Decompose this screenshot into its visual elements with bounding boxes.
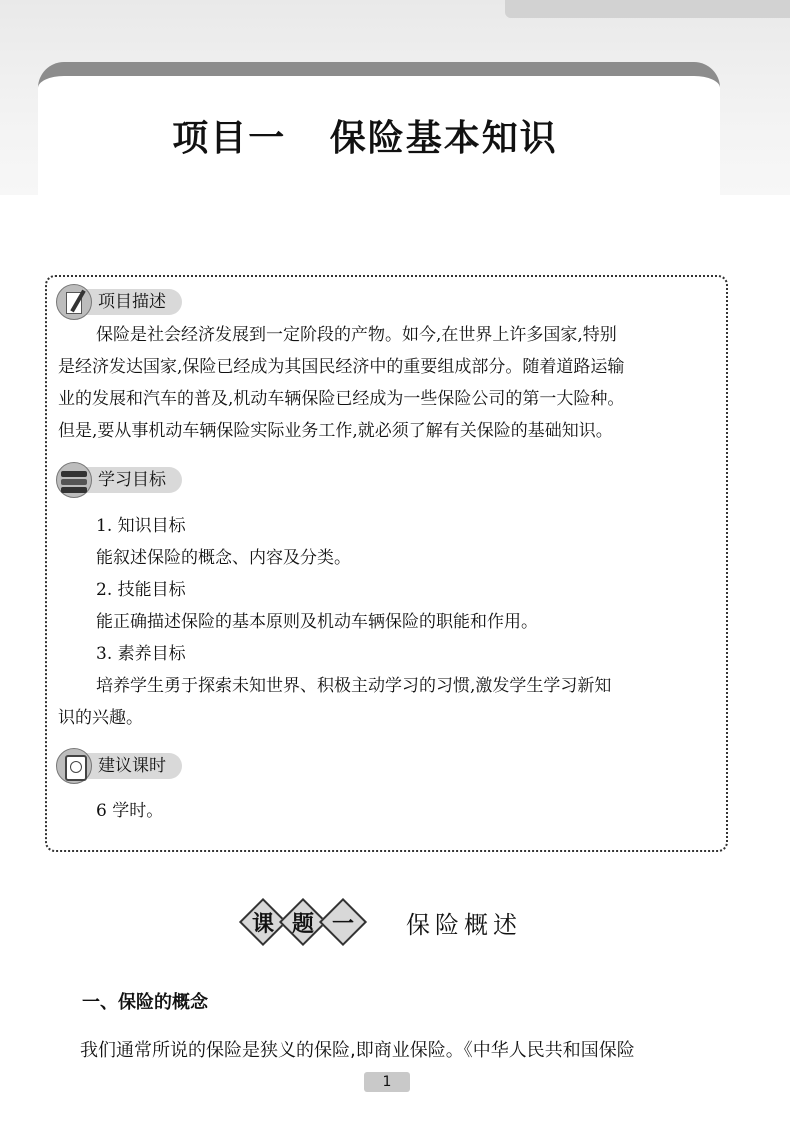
description-line-2: 是经济发达国家,保险已经成为其国民经济中的重要组成部分。随着道路运输 [58,357,625,377]
suggested-hours-value: 6 学时。 [96,801,164,821]
page-title: 项目一 保险基本知识 [172,118,558,159]
section-body-line: 我们通常所说的保险是狭义的保险,即商业保险。《中华人民共和国保险 [80,1040,635,1061]
lesson-title: 保险概述 [406,910,522,939]
project-description-label: 项目描述 [80,289,182,315]
header-corner-tab [505,0,790,18]
suggested-hours-tag [56,752,182,780]
goal-heading-literacy: 3. 素养目标 [96,644,186,664]
books-icon [56,462,92,498]
page-number: 1 [364,1072,410,1092]
goal-text-literacy-2: 识的兴趣。 [58,708,143,728]
badge-char-3: 一 [331,912,354,937]
learning-goals-label: 学习目标 [80,467,182,493]
pen-notebook-icon [56,284,92,320]
lesson-badge [240,898,366,946]
goal-heading-skill: 2. 技能目标 [96,580,186,600]
badge-char-2: 题 [291,912,314,937]
badge-char-1: 课 [251,912,274,937]
goal-text-literacy-1: 培养学生勇于探索未知世界、积极主动学习的习惯,激发学生学习新知 [96,676,612,696]
goal-text-knowledge: 能叙述保险的概念、内容及分类。 [96,548,351,568]
learning-goals-tag [56,466,182,494]
goal-heading-knowledge: 1. 知识目标 [96,516,186,536]
project-description-tag [56,288,182,316]
description-line-1: 保险是社会经济发展到一定阶段的产物。如今,在世界上许多国家,特别 [96,325,617,345]
goal-text-skill: 能正确描述保险的基本原则及机动车辆保险的职能和作用。 [96,612,538,632]
suggested-hours-label: 建议课时 [80,753,182,779]
lesson-header [240,895,522,949]
clock-icon [56,748,92,784]
description-line-3: 业的发展和汽车的普及,机动车辆保险已经成为一些保险公司的第一大险种。 [58,389,625,409]
section-heading: 一、保险的概念 [82,992,208,1013]
description-line-4: 但是,要从事机动车辆保险实际业务工作,就必须了解有关保险的基础知识。 [58,421,613,441]
